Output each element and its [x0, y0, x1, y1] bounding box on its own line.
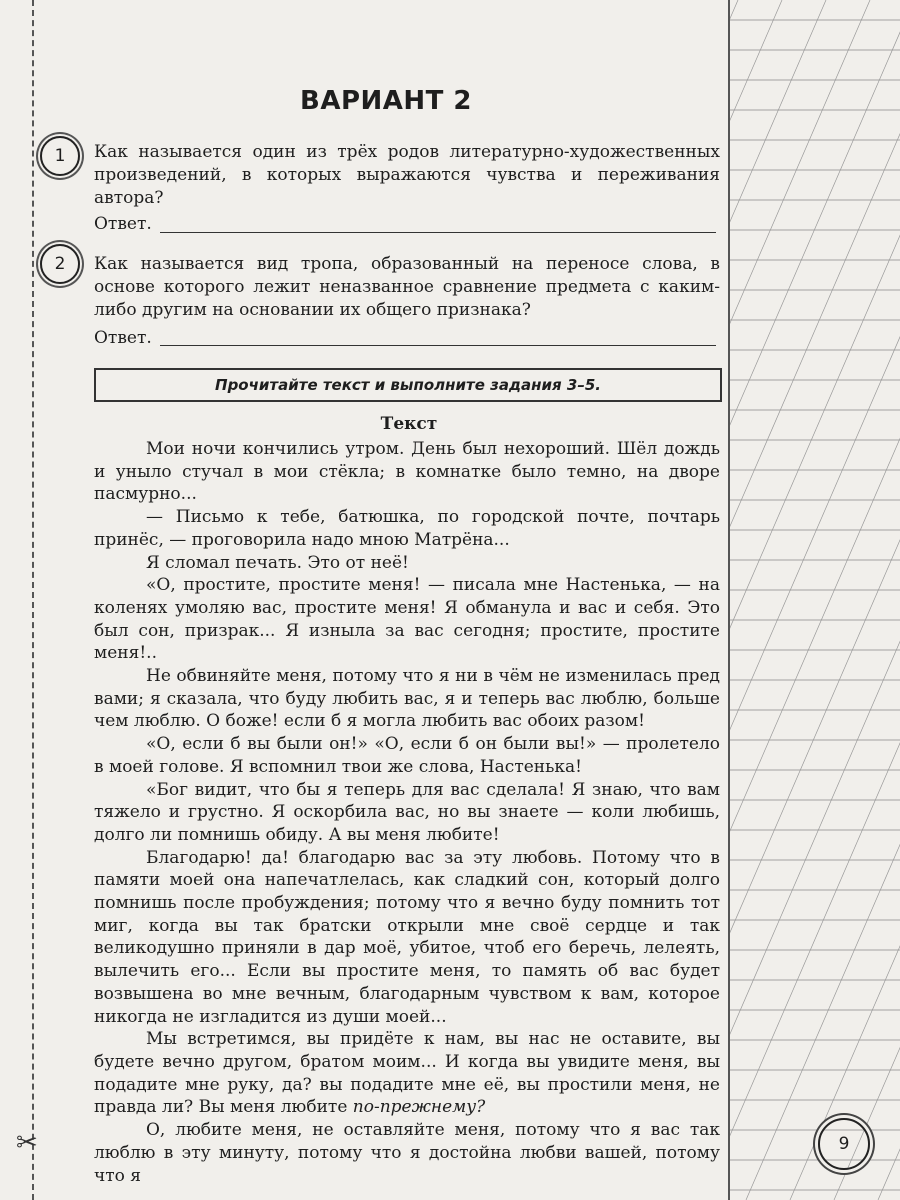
task-2-answer-line[interactable] — [160, 345, 716, 346]
margin-slant-line — [878, 0, 900, 1200]
margin-slant-line — [790, 0, 900, 1200]
margin-slant-line — [730, 0, 782, 1200]
text-paragraph: О, любите меня, не оставляйте меня, потому что я вас так люблю в эту минуту, потому что я достойна любви вашей, потому что я — [94, 1120, 720, 1186]
margin-slant-line — [730, 0, 870, 1200]
margin-slant-line — [834, 0, 900, 1200]
text-title: Текст — [380, 414, 438, 434]
margin-slant-line — [730, 0, 900, 1200]
text-paragraph — [94, 1028, 720, 1119]
instruction-text: Прочитайте текст и выполните задания 3–5. — [215, 376, 601, 394]
margin-slant-line — [730, 0, 900, 1200]
task-1-question: Как называется один из трёх родов литературно-художественных произведений, в которых выражаются чувства и переживания автора? — [94, 142, 720, 208]
margin-slant-line — [730, 0, 900, 1200]
scissors-icon: ✂ — [16, 1128, 38, 1158]
margin-slant-line — [730, 0, 900, 1200]
text-paragraph: — Письмо к тебе, батюшка, по городской почте, почтарь принёс, — проговорила надо мною Матрёна... — [94, 507, 720, 550]
task-2-question: Как называется вид тропа, образованный на переносе слова, в основе которого лежит неназванное сравнение предмета с каким-либо другим на основании их общего признака? — [94, 254, 720, 320]
paragraph-text: Мы встретимся, вы придёте к нам, вы нас не оставите, вы будете вечно другом, братом моим... И когда вы увидите меня, вы подадите мне руку, да? вы подадите мне её, вы простили меня, не правда ли? Вы меня любите — [94, 1029, 720, 1118]
cut-line — [32, 0, 34, 1200]
margin-slant-line — [730, 0, 738, 1200]
notes-margin — [728, 0, 900, 1200]
margin-slant-line — [730, 0, 900, 1200]
text-paragraph: Мои ночи кончились утром. День был нехороший. Шёл дождь и уныло стучал в мои стёкла; в комнатке было темно, на дворе пасмурно... — [94, 439, 720, 505]
text-paragraph: «О, если б вы были он!» «О, если б он были вы!» — пролетело в моей голове. Я вспомнил твои же слова, Настенька! — [94, 734, 720, 777]
reading-instruction-box — [94, 368, 722, 402]
text-paragraph: Не обвиняйте меня, потому что я ни в чём не изменилась пред вами; я сказала, что буду любить вас, я и теперь вас люблю, больше чем люблю. О боже! если б я могла любить вас обоих разом! — [94, 666, 720, 732]
margin-rule-lines — [730, 0, 900, 1200]
task-1-answer-label: Ответ. — [94, 214, 152, 234]
task-2-number: 2 — [40, 244, 80, 284]
task-2-answer-label: Ответ. — [94, 328, 152, 348]
text-paragraph: «Бог видит, что бы я теперь для вас сделала! Я знаю, что вам тяжело и грустно. Я оскорбила вас, но вы знаете — коли любишь, долго ли помнишь обиду. А вы меня любите! — [94, 779, 720, 845]
margin-slant-line — [730, 0, 900, 1200]
reading-text — [94, 438, 720, 1187]
margin-slant-line — [730, 0, 900, 1200]
task-1-number: 1 — [40, 136, 80, 176]
text-paragraph: Благодарю! да! благодарю вас за эту любовь. Потому что в памяти моей она напечатлелась, как сладкий сон, который долго помнишь после пробуждения; потому что я вечно буду помнить тот миг, когда вы так братски открыли мне своё сердце и так великодушно приняли в дар моё, убитое, чтоб его беречь, лелеять, вылечить его... Если вы простите меня, то память об вас будет возвышена во мне вечным, благодарным чувством к вам, которое никогда не изгладится из души моей... — [94, 847, 720, 1027]
text-paragraph: «О, простите, простите меня! — писала мне Настенька, — на коленях умоляю вас, простите меня! Я обманула и вас и себя. Это был сон, призрак... Я изныла за вас сегодня; простите, простите меня!.. — [94, 575, 720, 664]
italic-phrase: по-прежнему? — [352, 1097, 486, 1118]
margin-slant-line — [746, 0, 900, 1200]
text-paragraph: Я сломал печать. Это от неё! — [146, 552, 409, 573]
margin-slant-line — [730, 0, 826, 1200]
variant-heading: ВАРИАНТ 2 — [300, 86, 473, 116]
margin-slant-line — [730, 0, 900, 1200]
page-number: 9 — [818, 1118, 870, 1170]
task-1-answer-line[interactable] — [160, 232, 716, 233]
